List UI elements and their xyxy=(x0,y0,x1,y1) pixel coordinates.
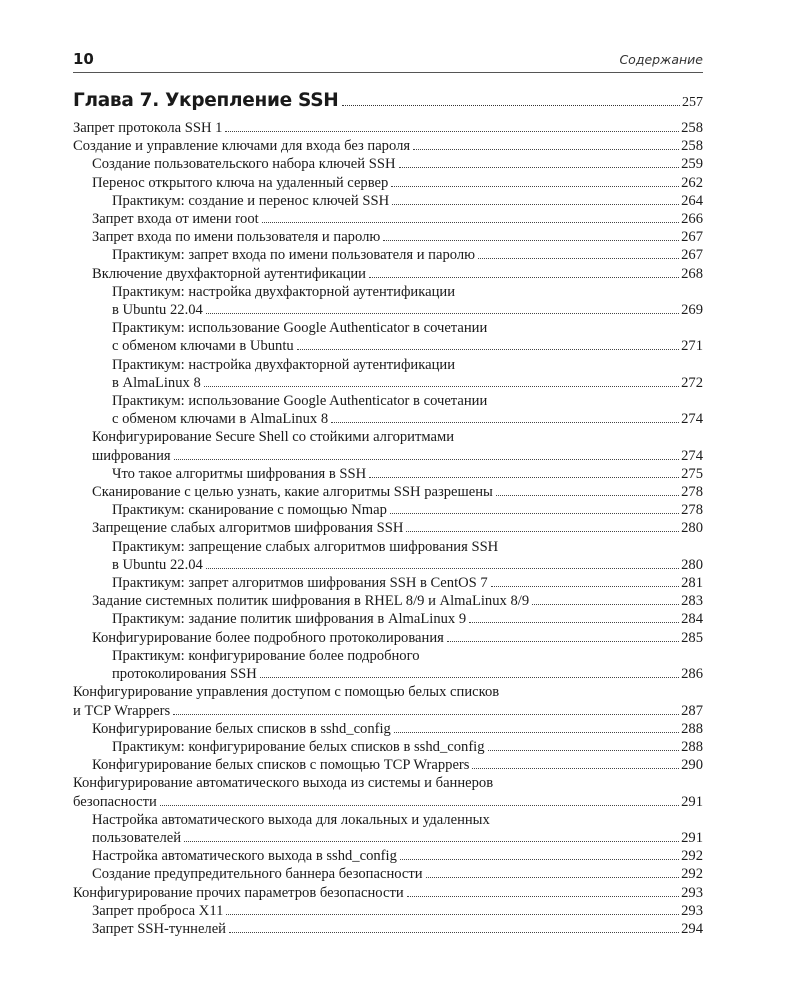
dot-leader xyxy=(383,240,679,241)
toc-entry-title: Конфигурирование белых списков в sshd_config xyxy=(92,720,391,737)
toc-entry-title: Запрет протокола SSH 1 xyxy=(73,120,223,136)
toc-entry[interactable] xyxy=(73,629,703,647)
dot-leader xyxy=(400,859,679,860)
dot-leader xyxy=(369,277,679,278)
toc-entry-page: 290 xyxy=(681,757,703,774)
toc-entry-page: 293 xyxy=(681,902,703,919)
toc-entry[interactable] xyxy=(73,465,703,483)
toc-entry-page: 274 xyxy=(681,411,703,428)
toc-entry-page: 274 xyxy=(681,447,703,464)
chapter-heading xyxy=(73,90,703,111)
toc-entry-page: 292 xyxy=(681,848,703,865)
toc-entry-title: Запрещение слабых алгоритмов шифрования SSH xyxy=(92,520,404,537)
toc-entry[interactable] xyxy=(73,192,703,210)
toc-entry-title: безопасности xyxy=(73,793,157,810)
toc-entry-page: 294 xyxy=(681,920,703,937)
dot-leader xyxy=(331,422,679,423)
dot-leader xyxy=(262,222,679,223)
toc-entry-title: Перенос открытого ключа на удаленный сервер xyxy=(92,174,389,191)
page-number: 10 xyxy=(73,50,94,68)
toc-entry-page: 278 xyxy=(681,502,703,519)
toc-entry-page: 288 xyxy=(681,738,703,755)
section-title: Содержание xyxy=(619,52,703,67)
toc-entry-page: 271 xyxy=(681,338,703,355)
toc-entry-title: Создание пользовательского набора ключей SSH xyxy=(92,156,396,173)
toc-entry-title: шифрования xyxy=(92,447,171,464)
dot-leader xyxy=(469,622,679,623)
toc-entry-title: Практикум: использование Google Authenticator в сочетании xyxy=(112,320,488,337)
toc-entry[interactable] xyxy=(73,902,703,920)
toc-entry[interactable] xyxy=(73,228,703,246)
toc-entry[interactable] xyxy=(73,538,703,574)
toc-entry[interactable] xyxy=(73,246,703,264)
dot-leader xyxy=(391,186,679,187)
toc-entry-page: 267 xyxy=(681,247,703,264)
dot-leader xyxy=(394,732,679,733)
toc-entry-page: 280 xyxy=(681,520,703,537)
toc-entry-title: Практикум: настройка двухфакторной аутентификации xyxy=(112,356,456,373)
toc-entry-title: в AlmaLinux 8 xyxy=(112,374,201,391)
toc-entry-title: Конфигурирование Secure Shell со стойкими алгоритмами xyxy=(92,429,455,446)
toc-entry-page: 288 xyxy=(681,720,703,737)
toc-entry-page: 285 xyxy=(681,629,703,646)
toc-entry-title: Конфигурирование белых списков с помощью TCP Wrappers xyxy=(92,757,470,774)
toc-entry-title: Создание и управление ключами для входа без пароля xyxy=(73,138,411,155)
dot-leader xyxy=(184,841,679,842)
toc-entry-page: 284 xyxy=(681,611,703,628)
dot-leader xyxy=(204,386,679,387)
dot-leader xyxy=(491,586,679,587)
dot-leader xyxy=(447,641,679,642)
toc-entry[interactable] xyxy=(73,519,703,537)
toc-entry-title: Практикум: конфигурирование более подробного xyxy=(112,647,420,664)
toc-entry-title: Создание предупредительного баннера безопасности xyxy=(92,866,423,883)
toc-entry[interactable] xyxy=(73,428,703,464)
toc-entry-title: с обменом ключами в Ubuntu xyxy=(112,338,294,355)
toc-entry-title: Настройка автоматического выхода в sshd_config xyxy=(92,848,397,865)
toc-entry-title: Практикум: задание политик шифрования в AlmaLinux 9 xyxy=(112,611,467,628)
dot-leader xyxy=(392,204,679,205)
toc-entry-title: Что такое алгоритмы шифрования в SSH xyxy=(112,465,367,482)
toc-entry-page: 259 xyxy=(681,156,703,173)
dot-leader xyxy=(174,459,680,460)
toc-entry[interactable] xyxy=(73,592,703,610)
toc-entry-page: 291 xyxy=(681,829,703,846)
toc-entry-title: Практикум: запрещение слабых алгоритмов шифрования SSH xyxy=(112,538,499,555)
toc-entry-title: пользователей xyxy=(92,829,182,846)
toc-entry-title: Запрет входа по имени пользователя и паролю xyxy=(92,229,381,246)
toc-entry-title: Практикум: использование Google Authenticator в сочетании xyxy=(112,393,488,410)
toc-entry-title: Задание системных политик шифрования в RHEL 8/9 и AlmaLinux 8/9 xyxy=(92,593,530,610)
toc-entry-title: Конфигурирование управления доступом с помощью белых списков xyxy=(73,684,500,701)
toc-entry-title: Практикум: сканирование с помощью Nmap xyxy=(112,502,387,519)
toc-entry[interactable] xyxy=(73,137,703,155)
toc-entry[interactable] xyxy=(73,483,703,501)
dot-leader xyxy=(260,677,679,678)
dot-leader xyxy=(297,349,679,350)
toc-entry[interactable] xyxy=(73,319,703,355)
dot-leader xyxy=(532,604,679,605)
toc-entry[interactable] xyxy=(73,720,703,738)
toc-entry[interactable] xyxy=(73,647,703,683)
toc-entry[interactable] xyxy=(73,920,703,938)
toc-entry-title: с обменом ключами в AlmaLinux 8 xyxy=(112,411,329,428)
toc-entry[interactable] xyxy=(73,265,703,283)
toc-entry-page: 281 xyxy=(681,575,703,592)
toc-entry-page: 268 xyxy=(681,265,703,282)
toc-entry-title: Запрет SSH-туннелей xyxy=(92,920,226,937)
toc-entry-title: Конфигурирование более подробного протоколирования xyxy=(92,629,444,646)
toc-entry[interactable] xyxy=(73,774,703,810)
toc-entry-title: Практикум: настройка двухфакторной аутентификации xyxy=(112,283,456,300)
toc-entry-page: 292 xyxy=(681,866,703,883)
toc-entry[interactable] xyxy=(73,610,703,628)
dot-leader xyxy=(426,877,680,878)
toc-entry-page: 269 xyxy=(681,302,703,319)
toc-entry-page: 266 xyxy=(681,211,703,228)
toc-entry-page: 291 xyxy=(681,793,703,810)
dot-leader xyxy=(160,805,679,806)
toc-entry[interactable] xyxy=(73,174,703,192)
toc-entry-title: Конфигурирование автоматического выхода из системы и баннеров xyxy=(73,775,494,792)
toc-entry[interactable] xyxy=(73,884,703,902)
toc-entry[interactable] xyxy=(73,865,703,883)
toc-entry[interactable] xyxy=(73,155,703,173)
toc-entry-title: Практикум: запрет входа по имени пользователя и паролю xyxy=(112,247,476,264)
toc-entry-page: 287 xyxy=(681,702,703,719)
toc-entry-page: 283 xyxy=(681,593,703,610)
toc-entry-title: Практикум: создание и перенос ключей SSH xyxy=(112,192,390,209)
toc-entry[interactable] xyxy=(73,847,703,865)
toc-entry[interactable] xyxy=(73,356,703,392)
toc-entry-page: 278 xyxy=(681,484,703,501)
toc-entry-page: 267 xyxy=(681,229,703,246)
toc-entry-page: 258 xyxy=(681,138,703,155)
dot-leader xyxy=(390,513,679,514)
toc-entry-title: Практикум: запрет алгоритмов шифрования SSH в CentOS 7 xyxy=(112,575,488,592)
toc-entry[interactable] xyxy=(73,501,703,519)
toc-entry-page: 258 xyxy=(681,120,703,136)
toc-entry[interactable] xyxy=(73,756,703,774)
dot-leader xyxy=(488,750,680,751)
dot-leader xyxy=(206,568,679,569)
toc-entry-title: Конфигурирование прочих параметров безопасности xyxy=(73,884,404,901)
dot-leader xyxy=(496,495,679,496)
dot-leader xyxy=(369,477,679,478)
toc-entry-title: в Ubuntu 22.04 xyxy=(112,302,203,319)
dot-leader xyxy=(407,896,679,897)
toc-entry-title: протоколирования SSH xyxy=(112,666,257,683)
chapter-title: Глава 7. Укрепление SSH xyxy=(73,90,339,111)
toc-entry[interactable] xyxy=(73,283,703,319)
dot-leader xyxy=(406,531,679,532)
dot-leader xyxy=(225,131,679,132)
toc-entry[interactable] xyxy=(73,574,703,592)
toc-entry-page: 272 xyxy=(681,374,703,391)
toc-entry-page: 275 xyxy=(681,465,703,482)
toc-entry-title: и TCP Wrappers xyxy=(73,702,171,719)
toc-entry[interactable] xyxy=(73,392,703,428)
toc-entry-title: Настройка автоматического выхода для локальных и удаленных xyxy=(92,811,490,828)
dot-leader xyxy=(399,167,680,168)
dot-leader xyxy=(226,914,679,915)
dot-leader xyxy=(342,105,680,106)
toc-entry-page: 262 xyxy=(681,174,703,191)
dot-leader xyxy=(229,932,679,933)
toc-entry-page: 264 xyxy=(681,192,703,209)
toc-entry-title: Запрет проброса X11 xyxy=(92,902,224,919)
dot-leader xyxy=(413,149,679,150)
toc-entry-title: Включение двухфакторной аутентификации xyxy=(92,265,366,282)
toc-entry-title: Практикум: конфигурирование белых списков в sshd_config xyxy=(112,738,485,755)
toc-entry[interactable] xyxy=(73,210,703,228)
running-header xyxy=(73,50,703,73)
toc-entry-page: 293 xyxy=(681,884,703,901)
dot-leader xyxy=(206,313,679,314)
toc-entry-title: в Ubuntu 22.04 xyxy=(112,556,203,573)
toc-entry-page: 286 xyxy=(681,666,703,683)
toc-entry[interactable] xyxy=(73,119,703,137)
dot-leader xyxy=(478,258,679,259)
toc-entry-page: 280 xyxy=(681,556,703,573)
toc-entry[interactable] xyxy=(73,738,703,756)
toc-entry[interactable] xyxy=(73,811,703,847)
dot-leader xyxy=(472,768,679,769)
dot-leader xyxy=(173,714,679,715)
table-of-contents xyxy=(73,119,703,938)
toc-entry[interactable] xyxy=(73,683,703,719)
toc-entry-title: Запрет входа от имени root xyxy=(92,211,259,228)
chapter-page: 257 xyxy=(682,95,703,110)
toc-entry-title: Сканирование с целью узнать, какие алгоритмы SSH разрешены xyxy=(92,484,493,501)
